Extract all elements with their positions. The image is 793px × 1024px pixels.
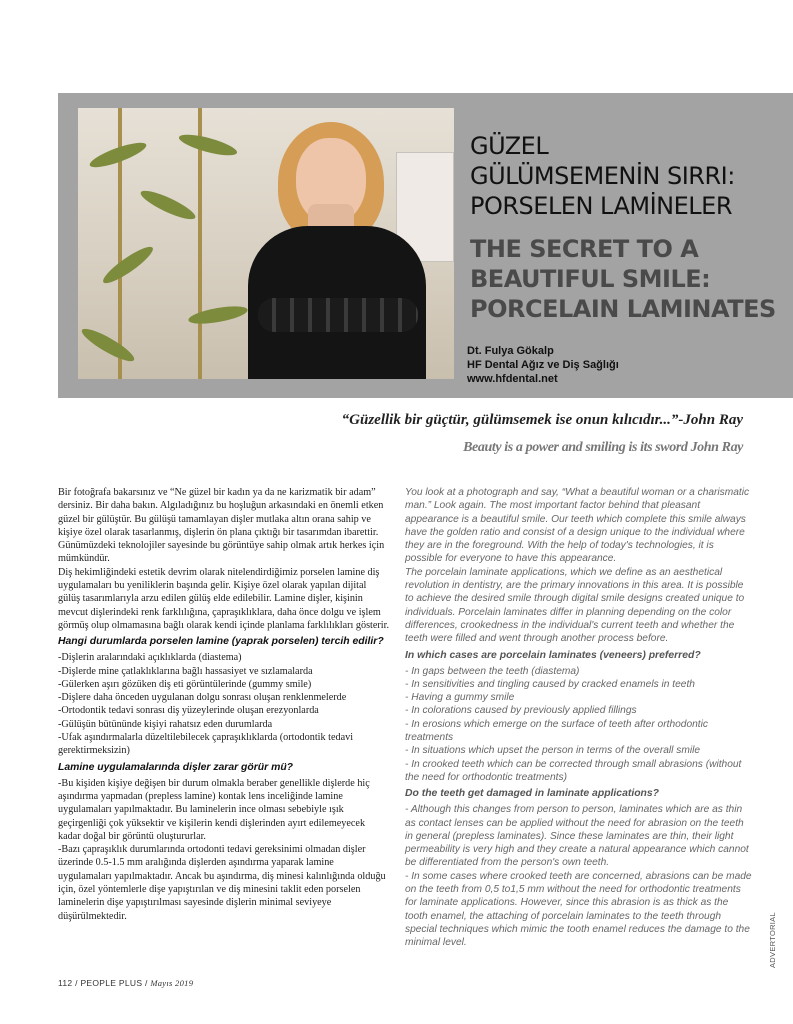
quote-english: Beauty is a power and smiling is its sword John Ray: [463, 440, 743, 455]
title-tr-line: PORSELEN LAMİNELER: [470, 192, 733, 220]
crossed-arms-shape: [258, 298, 418, 332]
leaf-shape: [79, 324, 138, 366]
title-tr-line: GÜLÜMSEMENİN SIRRI:: [470, 162, 735, 190]
paragraph: -Bazı çapraşıklık durumlarında ortodonti tedavi gereksinimi olmadan dişler üzerinde 0.5-1.5 mm aralığında dişlerden aşındırma yaparak lamine uygulamaları yapılmaktadır. Ancak bu aşındırma, diş minesi kalınlığında olduğu için, özel yöntemlerle dişe yapıştırılan ve diş minesini taklit eden porselen laminelerin dişe yapıştırılması sayesinde dişlerin minimal seviyeye düşürülmektedir.: [58, 844, 386, 922]
advertorial-label: ADVERTORIAL: [768, 912, 777, 968]
leaf-shape: [177, 130, 239, 159]
title-en-line: PORCELAIN LAMINATES: [470, 295, 776, 323]
page-footer: [58, 978, 193, 988]
author-clinic: HF Dental Ağız ve Diş Sağlığı: [467, 359, 619, 371]
paragraph: -Bu kişiden kişiye değişen bir durum olmakla beraber genellikle dişlerde hiç aşındırma yapmadan (prepless lamine) kontak lens inceliğinde lamine uygulamaları yapılmaktadır. Bu laminelerin ince olması sebebiyle ışık geçirgenliği çok yüksektir ve kişilerin kendi dişlerinden ayırt edilemeyecek kadar doğal bir görüntü oluştururlar.: [58, 777, 370, 842]
title-en-line: BEAUTIFUL SMILE:: [470, 265, 711, 293]
paragraph: The porcelain laminate applications, which we define as an aesthetical revolution in dentistry, are the primary innovations in this area. It is possible to achieve the desired smile through digital smile designs created unique to individuals. Porcelain laminates differ in planning depending on the color differences, crookedness in the individual's current teeth and whether the teeth were filled and went through another process before.: [405, 566, 745, 645]
leaf-shape: [138, 186, 198, 224]
list-item: -Dişlerin aralarındaki açıklıklarda (diastema): [58, 652, 242, 664]
list-item: - In erosions which emerge on the surface of teeth after orthodontic treatments: [405, 718, 708, 744]
paragraph: Diş hekimliğindeki estetik devrim olarak nitelendirdiğimiz porselen lamine diş uygulamaları bu yeniliklerin başında gelir. Kişiye özel olarak yapılan dijital gülüş tasarımlarıyla arzu edilen gülüş elde edilebilir. Lamine dişler, kişinin mevcut dişlerindeki renk farklılığına, çapraşıklıklara, daha önce dolgu ve işlem görmüş olup olmamasına bağlı olarak kendi içinde planlama farklılıkları gösterir.: [58, 566, 390, 631]
author-portrait: [78, 108, 454, 379]
title-turkish: [470, 131, 770, 221]
issue-date: Mayıs 2019: [150, 978, 194, 988]
section-heading: In which cases are porcelain laminates (veneers) preferred?: [405, 649, 701, 661]
title-en-line: THE SECRET TO A: [470, 235, 699, 263]
leaf-shape: [187, 303, 249, 327]
section-heading: Lamine uygulamalarında dişler zarar görür mü?: [58, 761, 294, 773]
list-item: -Ortodontik tedavi sonrası diş yüzeylerinde oluşan erezyonlarda: [58, 705, 319, 717]
list-item: -Gülüşün bütününde kişiyi rahatsız eden durumlarda: [58, 718, 273, 730]
section-heading: Do the teeth get damaged in laminate applications?: [405, 788, 660, 800]
author-block: [467, 344, 619, 386]
author-name: Dt. Fulya Gökalp: [467, 345, 554, 357]
magazine-name: PEOPLE PLUS /: [80, 978, 148, 988]
list-item: - In gaps between the teeth (diastema): [405, 665, 580, 677]
paragraph: You look at a photograph and say, “What a beautiful woman or a charismatic man.” Look again. The most important factor behind that pleasant appearance is a beautiful smile. Our teeth which complete this smile always have the golden ratio and consist of a design unique to the individual where they are in the foreground. With the help of today's technologies, it is possible for everyone to have this appearance.: [405, 487, 750, 565]
paragraph: - In some cases where crooked teeth are concerned, abrasions can be made on the teeth from 0,5 to1,5 mm without the need for orthodontic treatments for laminate applications. However, since this abrasion is as thick as the tooth enamel, the attaching of porcelain laminates to the teeth through special techniques which mimic the tooth enamel reduces the damage to the minimal level.: [405, 870, 752, 949]
list-item: - Having a gummy smile: [405, 692, 515, 704]
title-english: [470, 234, 780, 324]
list-item: -Dişlere daha önceden uygulanan dolgu sonrası oluşan renklenmelerde: [58, 692, 347, 704]
turkish-column: [58, 486, 390, 923]
page-number: 112 /: [58, 978, 78, 988]
english-column: [405, 486, 753, 950]
paragraph: - Although this changes from person to person, laminates which are as thin as contact lenses can be applied without the need for abrasion on the teeth in general (prepless laminates). Since these laminates are thin, their light permeability is very high and they create a natural appearance which cannot be differentiated from the person's own teeth.: [405, 804, 749, 869]
list-item: -Gülerken aşırı gözüken diş eti görüntülerinde (gummy smile): [58, 678, 312, 690]
title-tr-line: GÜZEL: [470, 132, 549, 160]
list-item: - In crooked teeth which can be corrected through small abrasions (without the need for orthodontic treatments): [405, 758, 742, 783]
list-item: - In situations which upset the person in terms of the overall smile: [405, 745, 701, 757]
section-heading: Hangi durumlarda porselen lamine (yaprak porselen) tercih edilir?: [58, 636, 384, 648]
author-website: www.hfdental.net: [467, 373, 558, 385]
quote-turkish: “Güzellik bir güçtür, gülümsemek ise onun kılıcıdır...”-John Ray: [341, 412, 743, 428]
paragraph: Bir fotoğrafa bakarsınız ve “Ne güzel bir kadın ya da ne karizmatik bir adam” dersiniz. Bir daha bakın. Algıladığınız bu hoşluğun arkasındaki en önemli etken güzel bir gülüştür. Bu gülüşü tamamlayan dişler mutlaka altın orana sahip ve kişiye özel olarak tasarlanmış, dişlerin ön plana çıktığı bir tasarımdan ibarettir. Günümüzdeki teknolojiler sayesinde bu görüntüye sahip olmak artık herkes için mümkündür.: [58, 487, 385, 565]
list-item: -Ufak aşındırmalarla düzeltilebilecek çapraşıklıklarda (ortodontik tedavi gerektirmeksizin): [58, 732, 354, 757]
leaf-shape: [99, 242, 156, 288]
list-item: - In sensitivities and tingling caused by cracked enamels in teeth: [405, 678, 695, 690]
list-item: -Dişlerde mine çatlaklıklarına bağlı hassasiyet ve sızlamalarda: [58, 665, 313, 677]
list-item: - In colorations caused by previously applied fillings: [405, 705, 637, 717]
